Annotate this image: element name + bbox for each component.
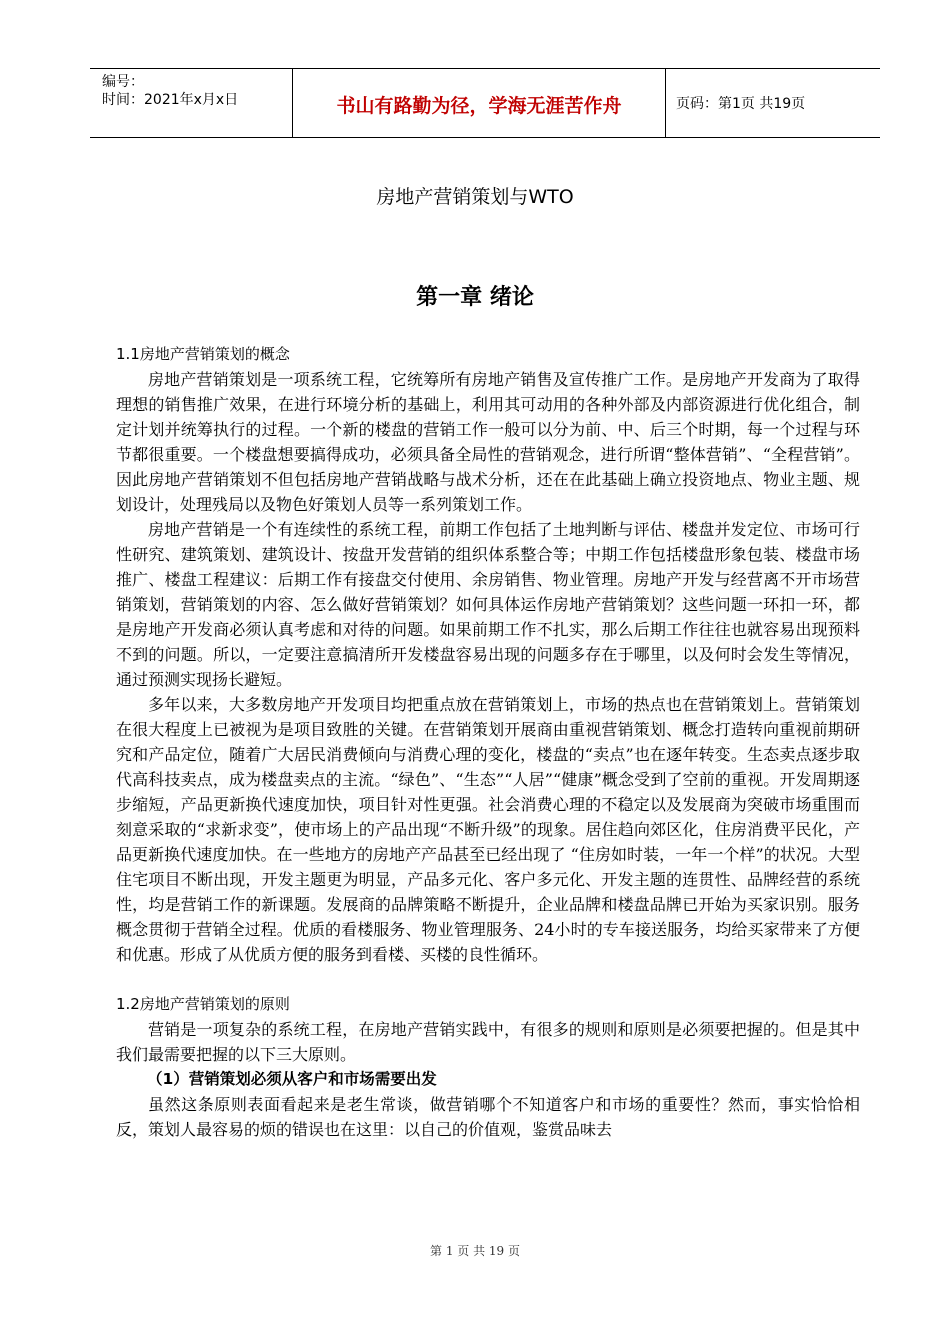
subsection-heading: （1）营销策划必须从客户和市场需要出发: [147, 1070, 437, 1088]
document-body: [116, 342, 860, 1142]
paragraph: 房地产营销策划是一项系统工程，它统筹所有房地产销售及宣传推广工作。是房地产开发商为了取得理想的销售推广效果，在进行环境分析的基础上，利用其可动用的各种外部及内部资源进行优化组合，制定计划并统筹执行的过程。一个新的楼盘的营销工作一般可以分为前、中、后三个时期，每一个过程与环节都很重要。一个楼盘想要搞得成功，必须具备全局性的营销观念，进行所谓“整体营销”、“全程营销”。因此房地产营销策划不但包括房地产营销战略与战术分析，还在在此基础上确立投资地点、物业主题、规划设计，处理残局以及物色好策划人员等一系列策划工作。: [116, 370, 860, 514]
header-info-cell: [90, 69, 292, 137]
section-heading: 1.1房地产营销策划的概念: [116, 345, 290, 363]
paragraph: 房地产营销是一个有连续性的系统工程，前期工作包括了土地判断与评估、楼盘并发定位、市场可行性研究、建筑策划、建筑设计、按盘开发营销的组织体系整合等；中期工作包括楼盘形象包装、楼盘市场推广、楼盘工程建议：后期工作有接盘交付使用、余房销售、物业管理。房地产开发与经营离不开市场营销策划，营销策划的内容、怎么做好营销策划？如何具体运作房地产营销策划？这些问题一环扣一环，都是房地产开发商必须认真考虑和对待的问题。如果前期工作不扎实，那么后期工作往往也就容易出现预料不到的问题。所以，一定要注意搞清所开发楼盘容易出现的问题多存在于哪里，以及何时会发生等情况，通过预测实现扬长避短。: [116, 520, 860, 689]
paragraph: 多年以来，大多数房地产开发项目均把重点放在营销策划上，市场的热点也在营销策划上。营销策划在很大程度上已被视为是项目致胜的关键。在营销策划开展商由重视营销策划、概念打造转向重视前期研究和产品定位，随着广大居民消费倾向与消费心理的变化，楼盘的“卖点”也在逐年转变。生态卖点逐步取代高科技卖点，成为楼盘卖点的主流。“绿色”、“生态”“人居”“健康”概念受到了空前的重视。开发周期逐步缩短，产品更新换代速度加快，项目针对性更强。社会消费心理的不稳定以及发展商为突破市场重围而刻意采取的“求新求变”，使市场上的产品出现“不断升级”的现象。居住趋向郊区化，住房消费平民化，产品更新换代速度加快。在一些地方的房地产产品甚至已经出现了 “住房如时装，一年一个样”的状况。大型住宅项目不断出现，开发主题更为明显，产品多元化、客户多元化、开发主题的连贯性、品牌经营的系统性，均是营销工作的新课题。发展商的品牌策略不断提升，企业品牌和楼盘品牌已开始为买家识别。服务概念贯彻于营销全过程。优质的看楼服务、物业管理服务、24小时的专车接送服务，均给买家带来了方便和优惠。形成了从优质方便的服务到看楼、买楼的良性循环。: [116, 695, 860, 964]
page-footer: 第 1 页 共 19 页: [430, 1244, 520, 1258]
paragraph: 营销是一项复杂的系统工程，在房地产营销实践中，有很多的规则和原则是必须要把握的。但是其中我们最需要把握的以下三大原则。: [116, 1020, 860, 1064]
header-motto-cell: [292, 69, 666, 137]
header-page-cell: [666, 69, 880, 137]
chapter-heading: 第一章 绪论: [416, 285, 534, 310]
header-table: [90, 68, 880, 138]
motto: 书山有路勤为径，学海无涯苦作舟: [336, 95, 622, 117]
paragraph: 虽然这条原则表面看起来是老生常谈，做营销哪个不知道客户和市场的重要性？然而，事实恰恰相反，策划人最容易的烦的错误也在这里：以自己的价值观，鉴赏品味去: [116, 1095, 860, 1139]
page-code: 页码：第1页 共19页: [676, 96, 806, 112]
section-heading: 1.2房地产营销策划的原则: [116, 995, 290, 1013]
document-title: 房地产营销策划与WTO: [376, 186, 574, 208]
spacer: [116, 967, 860, 992]
time-label: 时间：2021年x月x日: [102, 92, 239, 108]
serial-label: 编号：: [102, 74, 144, 90]
